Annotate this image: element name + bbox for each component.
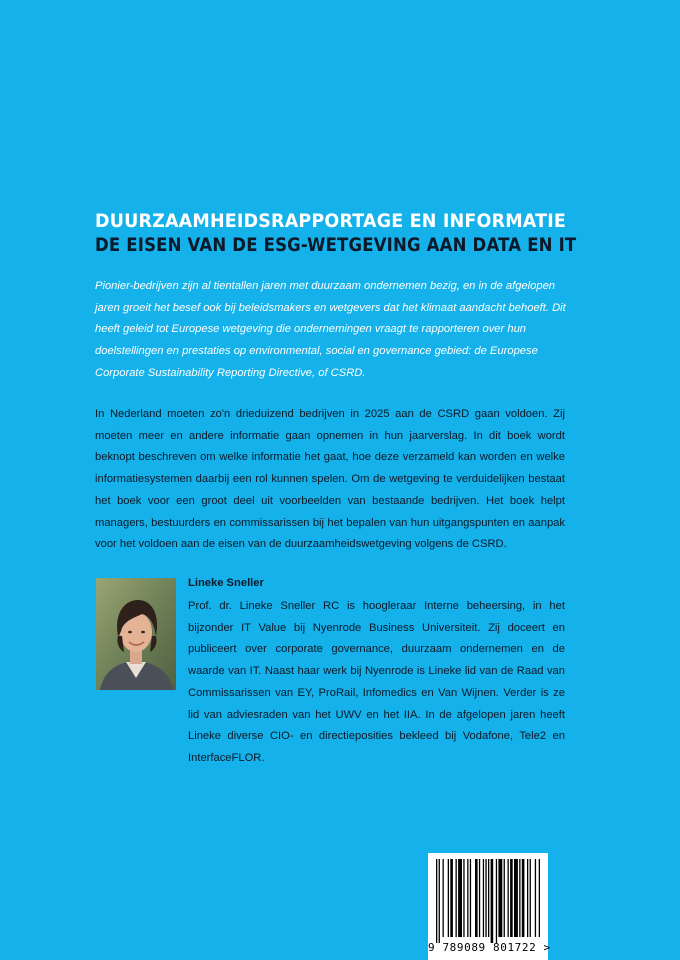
barcode-bar: [458, 859, 462, 937]
barcode-bar: [530, 859, 531, 937]
barcode-bar: [475, 859, 478, 937]
barcode-bar: [522, 859, 525, 937]
title-line-2: DE EISEN VAN DE ESG-WETGEVING AAN DATA EN IT: [95, 234, 577, 256]
barcode-bar: [488, 859, 489, 937]
barcode-bars: [428, 853, 548, 943]
barcode-bar: [470, 859, 471, 937]
barcode-bar: [510, 859, 513, 937]
barcode-bar: [504, 859, 505, 937]
barcode-bar: [527, 859, 528, 937]
isbn-digits: 9 789089 801722 >: [428, 941, 551, 954]
barcode-bar: [508, 859, 509, 937]
barcode-bar: [463, 859, 464, 937]
barcode-bar: [467, 859, 468, 937]
barcode-bar: [450, 859, 453, 937]
intro-paragraph: Pionier-bedrijven zijn al tientallen jaren met duurzaam ondernemen bezig, en in de afgelopen jaren groeit het besef ook bij beleidsmakers en wetgevers dat het klimaat aandacht behoeft. Dit heeft geleid tot Europese wetgeving die ondernemingen vraagt te rapporteren over hun doelstellingen en prestaties op environmental, social en governance gebied: de Europese Corporate Sustainability Reporting Directive, of CSRD.: [95, 280, 566, 379]
barcode-bar: [448, 859, 449, 937]
author-portrait-image: [96, 578, 176, 690]
barcode-bar: [498, 859, 502, 937]
barcode-bar: [491, 859, 494, 943]
barcode-bar: [439, 859, 440, 943]
title-line-1: DUURZAAMHEIDSRAPPORTAGE EN INFORMATIE: [95, 210, 567, 232]
barcode-bar: [483, 859, 484, 937]
author-name: Lineke Sneller: [188, 577, 264, 589]
author-bio: Prof. dr. Lineke Sneller RC is hoogleraar Interne beheersing, in het bijzonder IT Value bij Nyenrode Business Universiteit. Zij doceert en publiceert over corporate governance, duurzaam ondernemen en de waarde van IT. Naast haar werk bij Nyenrode is Lineke lid van de Raad van Commissarissen van EY, ProRail, Infomedics en Van Wijnen. Verder is ze lid van adviesraden van het UWV en het IIA. In de afgelopen jaren heeft Lineke diverse CIO- en directieposities bekleed bij Vodafone, Tele2 en InterfaceFLOR.: [188, 600, 565, 764]
barcode-bar: [496, 859, 497, 943]
isbn-barcode: [428, 853, 551, 960]
barcode-bar: [539, 859, 540, 937]
barcode-bar: [514, 859, 518, 937]
author-photo: [96, 578, 176, 690]
barcode-bar: [519, 859, 520, 937]
barcode-bar: [535, 859, 536, 937]
barcode-bar: [456, 859, 457, 937]
title-block: [95, 209, 577, 257]
body-paragraph: In Nederland moeten zo'n drieduizend bedrijven in 2025 aan de CSRD gaan voldoen. Zij moeten meer en andere informatie gaan opnemen in hun jaarverslag. In dit boek wordt beknopt beschreven om welke informatie het gaat, hoe deze verzameld kan worden en welke informatiesystemen daarbij een rol kunnen spelen. Om de wetgeving te verduidelijken bestaat het boek voor een groot deel uit voorbeelden van bestaande bedrijven. Het boek helpt managers, bestuurders en commissarissen bij het bepalen van hun uitgangspunten en aanpak voor het voldoen aan de eisen van de duurzaamheidswetgeving volgens de CSRD.: [95, 408, 565, 551]
barcode-bar: [443, 859, 444, 937]
barcode-bar: [436, 859, 437, 943]
barcode-bar: [485, 859, 486, 937]
barcode-bar: [479, 859, 480, 937]
